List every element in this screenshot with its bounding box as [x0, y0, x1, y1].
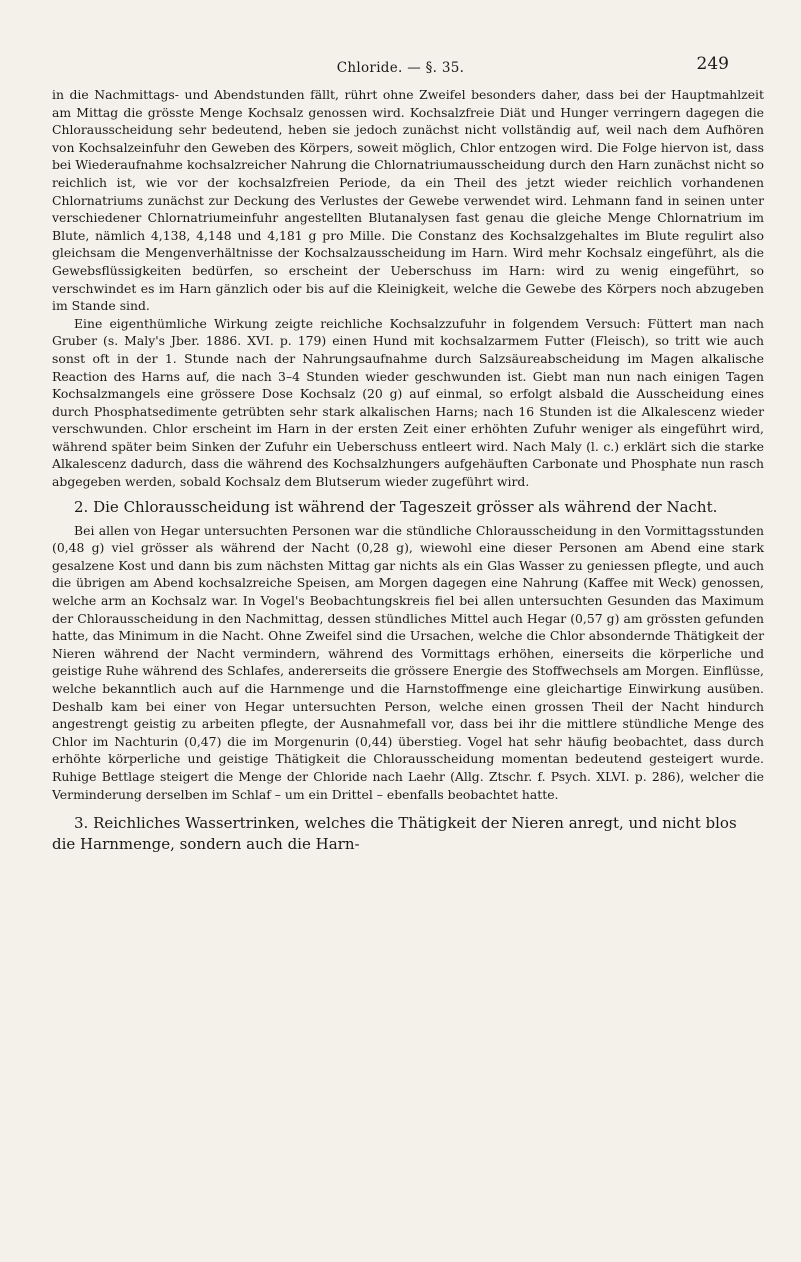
paragraph-continuation: in die Nachmittags- und Abendstunden fällt, rührt ohne Zweifel besonders daher, dass bei der Hauptmahlzeit am Mittag die grösste Menge Kochsalz genossen wird. Kochsalzfreie Diät und Hunger verringern dagegen die Chlorausscheidung sehr bedeutend, heben sie jedoch zunächst nicht vollständig auf, weil nach dem Aufhören von Kochsalzeinfuhr den Geweben des Körpers, soweit möglich, Chlor entzogen wird. Die Folge hiervon ist, dass bei Wiederaufnahme kochsalzreicher Nahrung die Chlornatriumausscheidung durch den Harn zunächst nicht so reichlich ist, wie vor der kochsalzfreien Periode, da ein Theil des jetzt wieder reichlich vorhandenen Chlornatriums zunächst zur Deckung des Verlustes der Gewebe verwendet wird. Lehmann fand in seinen unter verschiedener Chlornatriumeinfuhr angestellten Blutanalysen fast genau die gleiche Menge Chlornatrium im Blute, nämlich 4,138, 4,148 und 4,181 g pro Mille. Die Constanz des Kochsalzgehaltes im Blute regulirt also gleichsam die Mengenverhältnisse der Kochsalzausscheidung im Harn. Wird mehr Kochsalz eingeführt, als die Gewebsflüssigkeiten bedürfen, so erscheint der Ueberschuss im Harn: wird zu wenig eingeführt, so verschwindet es im Harn gänzlich oder bis auf die Kleinigkeit, welche die Gewebe des Körpers noch abzugeben im Stande sind. [52, 87, 764, 314]
paragraph-gruber-experiment: Eine eigenthümliche Wirkung zeigte reichliche Kochsalzzufuhr in folgendem Versuch: Füttert man nach Gruber (s. Maly's Jber. 1886. XVI. p. 179) einen Hund mit kochsalzarmem Futter (Fleisch), so tritt wie auch sonst oft in der 1. Stunde nach der Nahrungsaufnahme durch Salzsäureabscheidung im Magen alkalische Reaction des Harns auf, die nach 3–4 Stunden wieder geschwunden ist. Giebt man nun nach einigen Tagen Kochsalzmangels eine grössere Dose Kochsalz (20 g) auf einmal, so erfolgt alsbald die Ausscheidung eines durch Phosphatsedimente getrübten sehr stark alkalischen Harns; nach 16 Stunden ist die Alkalescenz wieder verschwunden. Chlor erscheint im Harn in der ersten Zeit einer erhöhten Zufuhr weniger als eingeführt wird, während später beim Sinken der Zufuhr ein Ueberschuss entleert wird. Nach Maly (l. c.) erklärt sich die starke Alkalescenz dadurch, dass die während des Kochsalzhungers aufgehäuften Carbonate und Phosphate nun rasch abgegeben werden, sobald Kochsalz dem Blutserum wieder zugeführt wird. [52, 315, 764, 490]
numbered-heading-3 [52, 813, 764, 855]
paragraph-hegar-observations: Bei allen von Hegar untersuchten Personen war die stündliche Chlorausscheidung in den Vormittagsstunden (0,48 g) viel grösser als während der Nacht (0,28 g), wiewohl eine dieser Personen am Abend eine stark gesalzene Kost und dann bis zum nächsten Mittag gar nichts als ein Glas Wasser zu geniessen pflegte, und auch die übrigen am Abend kochsalzreiche Speisen, am Morgen dagegen eine Nahrung (Kaffee mit Weck) genossen, welche arm an Kochsalz war. In Vogel's Beobachtungskreis fiel bei allen untersuchten Gesunden das Maximum der Chlorausscheidung in den Nachmittag, dessen stündliches Mittel auch Hegar (0,57 g) am grössten gefunden hatte, das Minimum in die Nacht. Ohne Zweifel sind die Ursachen, welche die Chlor absondernde Thätigkeit der Nieren während der Nacht vermindern, während des Vormittags erhöhen, einerseits die körperliche und geistige Ruhe während des Schlafes, andererseits die grössere Energie des Stoffwechsels am Morgen. Einflüsse, welche bekanntlich auch auf die Harnmenge und die Harnstoffmenge eine gleichartige Einwirkung ausüben. Deshalb kam bei einer von Hegar untersuchten Person, welche einen grossen Theil der Nacht hindurch angestrengt geistig zu arbeiten pflegte, der Ausnahmefall vor, dass bei ihr die mittlere stündliche Menge des Chlor im Nachturin (0,47) die im Morgenurin (0,44) überstieg. Vogel hat sehr häufig beobachtet, dass durch erhöhte körperliche und geistige Thätigkeit die Chlorausscheidung momentan bedeutend gesteigert wurde. Ruhige Bettlage steigert die Menge der Chloride nach Laehr (Allg. Ztschr. f. Psych. XLVI. p. 286), welcher die Verminderung derselben im Schlaf – um ein Drittel – ebenfalls beobachtet hatte. [52, 522, 764, 802]
heading-text: Die Chlorausscheidung ist während der Tageszeit grösser als während der Nacht. [93, 497, 718, 516]
heading-text: Reichliches Wassertrinken, welches die Thätigkeit der Nieren anregt, und nicht blos die Harnmenge, sondern auch die Harn- [52, 814, 737, 854]
heading-number: 2. [74, 497, 89, 516]
running-head: Chloride. — §. 35. [336, 60, 465, 76]
numbered-heading-2 [52, 497, 764, 518]
body-text [52, 86, 764, 859]
page-number: 249 [696, 54, 729, 74]
heading-number: 3. [74, 814, 89, 833]
page-header [0, 16, 801, 76]
